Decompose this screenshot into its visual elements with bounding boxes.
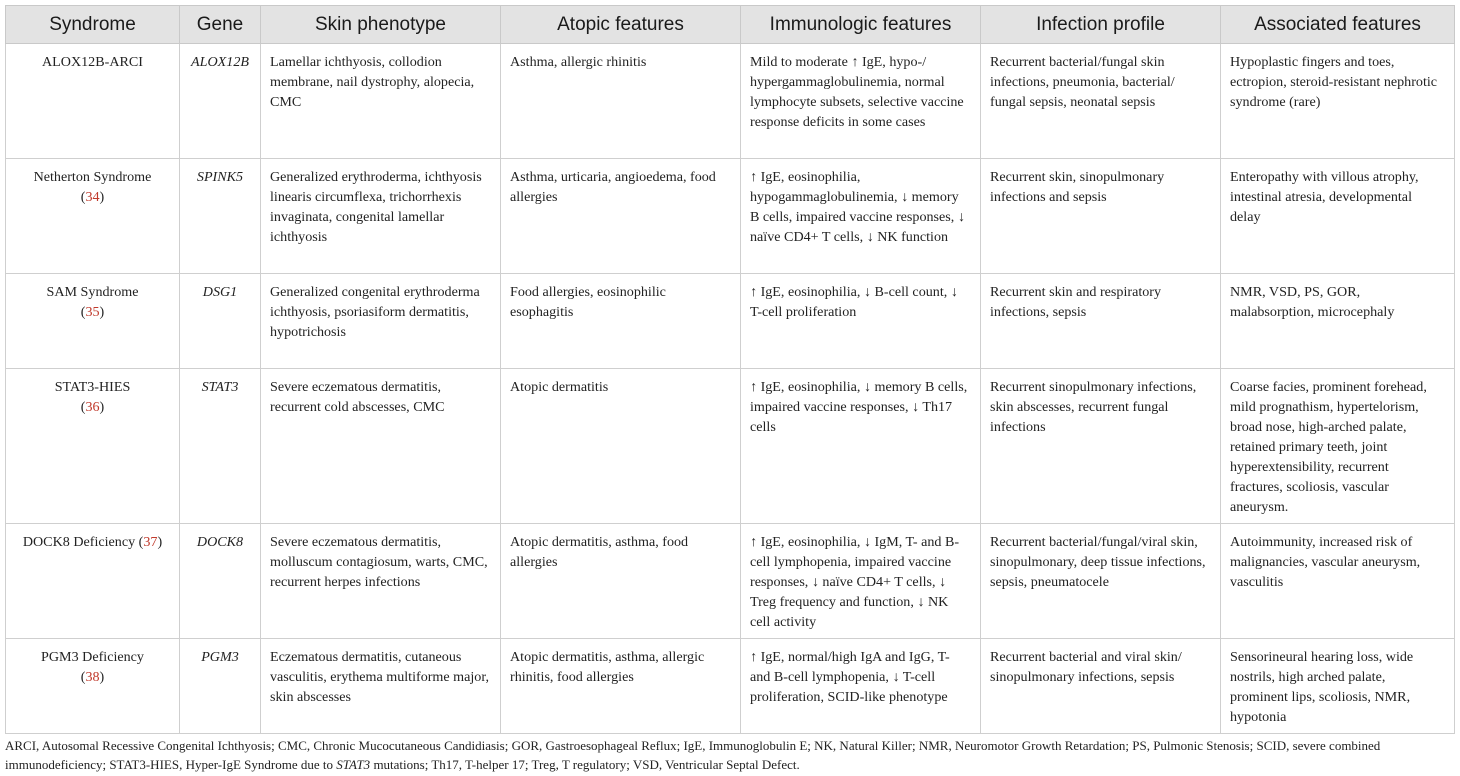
infection-profile-cell: Recurrent sinopulmonary infections, skin abscesses, recurrent fungal infections <box>981 369 1221 524</box>
atopic-features-cell: Atopic dermatitis, asthma, allergic rhinitis, food allergies <box>501 639 741 734</box>
atopic-features-cell: Asthma, urticaria, angioedema, food allergies <box>501 159 741 274</box>
syndrome-name: Netherton Syndrome <box>33 169 152 185</box>
table-footnote <box>5 736 1457 774</box>
infection-profile-cell: Recurrent bacterial/fungal skin infections, pneumonia, bacterial/ fungal sepsis, neonatal sepsis <box>981 44 1221 159</box>
associated-features-cell: Enteropathy with villous atrophy, intestinal atresia, developmental delay <box>1221 159 1455 274</box>
skin-phenotype-cell: Lamellar ichthyosis, collodion membrane, nail dystrophy, alopecia, CMC <box>261 44 501 159</box>
header-gene: Gene <box>180 6 261 44</box>
gene-cell: DSG1 <box>180 274 261 369</box>
reference-link[interactable]: 37 <box>143 534 158 550</box>
table-row <box>6 44 1455 159</box>
reference-link[interactable]: 34 <box>85 189 100 205</box>
table-row <box>6 524 1455 639</box>
syndrome-name: ALOX12B-ARCI <box>41 54 143 70</box>
header-immunologic-features: Immunologic features <box>741 6 981 44</box>
header-row <box>6 6 1455 44</box>
infection-profile-cell: Recurrent skin and respiratory infections, sepsis <box>981 274 1221 369</box>
gene-cell: DOCK8 <box>180 524 261 639</box>
associated-features-cell: Sensorineural hearing loss, wide nostrils, high arched palate, prominent lips, scoliosis, NMR, hypotonia <box>1221 639 1455 734</box>
skin-phenotype-cell: Severe eczematous dermatitis, molluscum contagiosum, warts, CMC, recurrent herpes infections <box>261 524 501 639</box>
immunologic-features-cell: Mild to moderate ↑ IgE, hypo-/ hypergammaglobulinemia, normal lymphocyte subsets, selective vaccine response deficits in some cases <box>741 44 981 159</box>
associated-features-cell: Hypoplastic fingers and toes, ectropion, steroid-resistant nephrotic syndrome (rare) <box>1221 44 1455 159</box>
syndrome-name: DOCK8 Deficiency <box>22 534 136 550</box>
associated-features-cell: Coarse facies, prominent forehead, mild prognathism, hypertelorism, broad nose, high-arched palate, retained primary teeth, joint hyperextensibility, recurrent fractures, scoliosis, vascular aneurysm. <box>1221 369 1455 524</box>
immunologic-features-cell: ↑ IgE, eosinophilia, ↓ B-cell count, ↓ T-cell proliferation <box>741 274 981 369</box>
atopic-features-cell: Atopic dermatitis, asthma, food allergies <box>501 524 741 639</box>
associated-features-cell: NMR, VSD, PS, GOR, malabsorption, microcephaly <box>1221 274 1455 369</box>
header-infection-profile: Infection profile <box>981 6 1221 44</box>
atopic-features-cell: Asthma, allergic rhinitis <box>501 44 741 159</box>
footnote-abbreviations: ARCI, Autosomal Recessive Congenital Ichthyosis; CMC, Chronic Mucocutaneous Candidiasis; GOR, Gastroesophageal Reflux; IgE, Immunoglobulin E; NK, Natural Killer; NMR, Neuromotor Growth Retardation; PS, Pulmonic Stenosis; SCID, severe combined immunodeficiency; STAT3-HIES, Hyper-IgE Syndrome due to <box>5 738 1381 772</box>
gene-cell: PGM3 <box>180 639 261 734</box>
skin-phenotype-cell: Generalized erythroderma, ichthyosis linearis circumflexa, trichorrhexis invaginata, congenital lamellar ichthyosis <box>261 159 501 274</box>
syndrome-cell: STAT3-HIES (36) <box>6 369 180 524</box>
gene-cell: ALOX12B <box>180 44 261 159</box>
immunologic-features-cell: ↑ IgE, eosinophilia, hypogammaglobulinemia, ↓ memory B cells, impaired vaccine responses, ↓ naïve CD4+ T cells, ↓ NK function <box>741 159 981 274</box>
atopic-features-cell: Food allergies, eosinophilic esophagitis <box>501 274 741 369</box>
table-body <box>6 44 1455 734</box>
syndrome-comparison-table <box>5 5 1455 734</box>
table-row <box>6 159 1455 274</box>
footnote-abbreviations-continued: mutations; Th17, T-helper 17; Treg, T regulatory; VSD, Ventricular Septal Defect. <box>370 757 800 772</box>
syndrome-name: PGM3 Deficiency <box>41 649 144 665</box>
header-skin-phenotype: Skin phenotype <box>261 6 501 44</box>
reference-link[interactable]: 38 <box>85 669 100 685</box>
immunologic-features-cell: ↑ IgE, eosinophilia, ↓ IgM, T- and B-cell lymphopenia, impaired vaccine responses, ↓ naïve CD4+ T cells, ↓ Treg frequency and function, ↓ NK cell activity <box>741 524 981 639</box>
infection-profile-cell: Recurrent bacterial/fungal/viral skin, sinopulmonary, deep tissue infections, sepsis, pneumatocele <box>981 524 1221 639</box>
syndrome-comparison-table-wrapper <box>5 5 1454 734</box>
immunologic-features-cell: ↑ IgE, eosinophilia, ↓ memory B cells, impaired vaccine responses, ↓ Th17 cells <box>741 369 981 524</box>
table-row <box>6 369 1455 524</box>
reference-link[interactable]: 36 <box>85 399 100 415</box>
syndrome-cell: PGM3 Deficiency (38) <box>6 639 180 734</box>
infection-profile-cell: Recurrent bacterial and viral skin/ sinopulmonary infections, sepsis <box>981 639 1221 734</box>
reference-link[interactable]: 35 <box>85 304 100 320</box>
syndrome-cell <box>6 44 180 159</box>
atopic-features-cell: Atopic dermatitis <box>501 369 741 524</box>
syndrome-cell: Netherton Syndrome (34) <box>6 159 180 274</box>
table-header <box>6 6 1455 44</box>
syndrome-name: STAT3-HIES <box>54 379 131 395</box>
skin-phenotype-cell: Generalized congenital erythroderma ichthyosis, psoriasiform dermatitis, hypotrichosis <box>261 274 501 369</box>
table-row <box>6 639 1455 734</box>
immunologic-features-cell: ↑ IgE, normal/high IgA and IgG, T- and B-cell lymphopenia, ↓ T-cell proliferation, SCID-like phenotype <box>741 639 981 734</box>
gene-cell: SPINK5 <box>180 159 261 274</box>
syndrome-cell: SAM Syndrome (35) <box>6 274 180 369</box>
gene-cell: STAT3 <box>180 369 261 524</box>
header-associated-features: Associated features <box>1221 6 1455 44</box>
header-atopic-features: Atopic features <box>501 6 741 44</box>
infection-profile-cell: Recurrent skin, sinopulmonary infections and sepsis <box>981 159 1221 274</box>
skin-phenotype-cell: Eczematous dermatitis, cutaneous vasculitis, erythema multiforme major, skin abscesses <box>261 639 501 734</box>
header-syndrome: Syndrome <box>6 6 180 44</box>
associated-features-cell: Autoimmunity, increased risk of malignancies, vascular aneurysm, vasculitis <box>1221 524 1455 639</box>
syndrome-cell: DOCK8 Deficiency (37) <box>6 524 180 639</box>
syndrome-name: SAM Syndrome <box>46 284 139 300</box>
skin-phenotype-cell: Severe eczematous dermatitis, recurrent cold abscesses, CMC <box>261 369 501 524</box>
footnote-gene-italic: STAT3 <box>336 757 371 772</box>
table-row <box>6 274 1455 369</box>
